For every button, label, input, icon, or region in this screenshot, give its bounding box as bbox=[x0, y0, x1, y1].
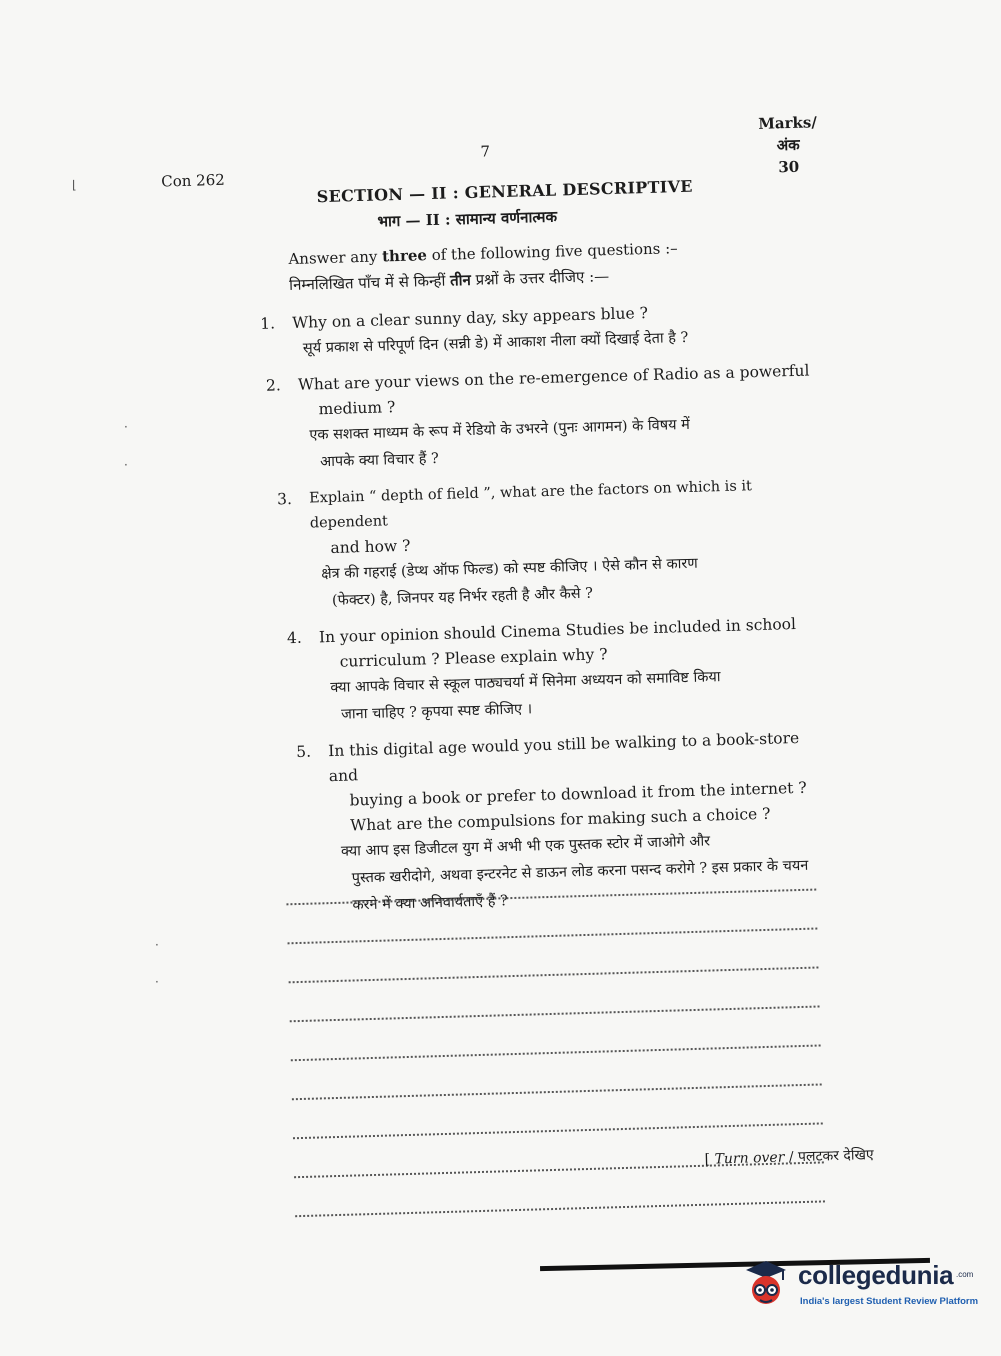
question-hi: क्षेत्र की गहराई (डेप्थ ऑफ फिल्ड) को स्पष्ट कीजिए । ऐसे कौन से कारण bbox=[321, 555, 699, 583]
marks-label-en: Marks/ bbox=[758, 113, 818, 133]
turn-separator: / bbox=[784, 1149, 799, 1166]
question-hi: सूर्य प्रकाश से परिपूर्ण दिन (सन्नी डे) में आकाश नीला क्यों दिखाई देता है ? bbox=[302, 329, 689, 357]
instr-hi-bold: तीन bbox=[449, 270, 472, 290]
brand-name: collegedunia bbox=[798, 1260, 954, 1290]
section-title-en: SECTION — II : GENERAL DESCRIPTIVE bbox=[316, 176, 694, 207]
instr-en-prefix: Answer any bbox=[288, 247, 383, 269]
question-item bbox=[287, 611, 832, 730]
collegedunia-watermark[interactable] bbox=[742, 1258, 982, 1318]
question-hi-cont: (फेक्टर) है, जिनपर यह निर्भर रहती है और कैसे ? bbox=[331, 585, 594, 609]
question-hi-cont: जाना चाहिए ? कृपया स्पष्ट कीजिए । bbox=[340, 701, 533, 723]
margin-mark: ⌊ bbox=[72, 178, 77, 192]
question-en: Why on a clear sunny day, sky appears blue ? bbox=[291, 304, 649, 332]
question-item bbox=[277, 472, 828, 616]
margin-mark: · bbox=[124, 420, 128, 434]
question-en-cont: buying a book or prefer to download it from the internet ? What are the compulsions for making such a choice ? bbox=[349, 778, 807, 835]
question-number: 4. bbox=[286, 628, 303, 648]
turn-bracket: [ bbox=[704, 1151, 715, 1168]
question-en: Explain “ depth of field ”, what are the factors on which is it dependent bbox=[308, 478, 753, 532]
paper-code: Con 262 bbox=[160, 170, 226, 191]
turn-over-note bbox=[704, 1145, 874, 1169]
margin-mark: · bbox=[124, 458, 128, 472]
instr-hi-suffix: प्रश्नों के उत्तर दीजिए :— bbox=[470, 267, 610, 289]
exam-sheet bbox=[134, 90, 886, 1250]
question-hi-cont: आपके क्या विचार हैं ? bbox=[319, 450, 440, 471]
marks-label-hi: अंक bbox=[776, 135, 800, 155]
turn-over-en: Turn over bbox=[714, 1149, 785, 1168]
instr-hi-prefix: निम्नलिखित पाँच में से किन्हीं bbox=[288, 271, 451, 295]
question-number: 3. bbox=[276, 490, 293, 509]
question-item bbox=[266, 358, 825, 477]
question-en: In your opinion should Cinema Studies be included in school bbox=[318, 615, 797, 647]
question-list bbox=[260, 296, 837, 931]
instr-en-suffix: of the following five questions :– bbox=[426, 239, 678, 265]
margin-mark: · bbox=[155, 975, 159, 989]
question-hi: एक सशक्त माध्यम के रूप में रेडियो के उभरने (पुनः आगमन) के विषय में bbox=[309, 416, 690, 444]
question-hi: क्या आप इस डिजीटल युग में अभी भी एक पुस्तक स्टोर में जाओगे और bbox=[340, 833, 711, 860]
question-en: In this digital age would you still be walking to a book-store and bbox=[327, 728, 800, 786]
question-hi-cont: पुस्तक खरीदोगे, अथवा इन्टरनेट से डाऊन लोड करना पसन्द करोगे ? इस प्रकार के चयन करने में क्या अनिवार्यताएँ हैं ? bbox=[351, 857, 809, 914]
section-title-hi: भाग — II : सामान्य वर्णनात्मक bbox=[377, 207, 558, 231]
brand-tagline: India's largest Student Review Platform bbox=[800, 1296, 979, 1307]
instructions bbox=[288, 235, 679, 298]
student-mascot-icon bbox=[742, 1258, 790, 1310]
question-en: What are your views on the re-emergence of Radio as a powerful bbox=[297, 361, 810, 394]
page-number: 7 bbox=[480, 142, 491, 161]
brand-suffix: .com bbox=[956, 1270, 974, 1279]
marks-value: 30 bbox=[778, 157, 800, 177]
question-number: 5. bbox=[295, 742, 312, 761]
question-en-cont: curriculum ? Please explain why ? bbox=[339, 645, 608, 671]
question-hi: क्या आपके विचार से स्कूल पाठ्यचर्या में सिनेमा अध्ययन को समाविष्ट किया bbox=[330, 669, 721, 697]
question-number: 1. bbox=[259, 314, 276, 333]
margin-mark: · bbox=[155, 938, 159, 952]
marks-box bbox=[758, 111, 818, 179]
question-en-cont: medium ? bbox=[318, 398, 396, 419]
instr-en-bold: three bbox=[381, 246, 428, 266]
question-item bbox=[260, 296, 821, 364]
turn-over-hi: पलटकर देखिए bbox=[797, 1147, 874, 1166]
question-number: 2. bbox=[265, 376, 282, 395]
question-en-cont: and how ? bbox=[330, 536, 411, 557]
